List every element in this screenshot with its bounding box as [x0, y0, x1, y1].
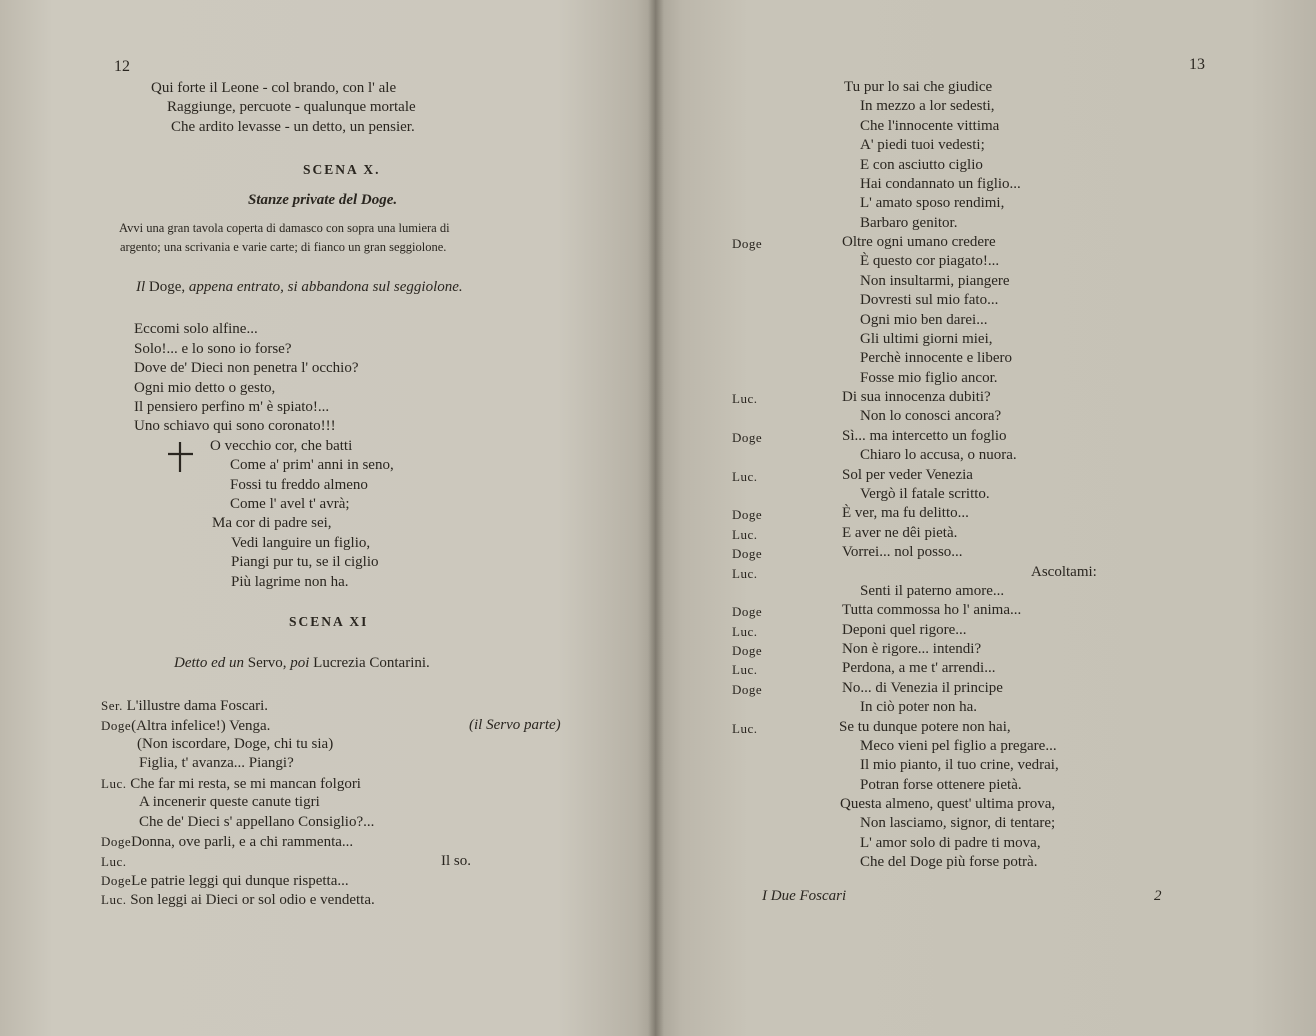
speaker-label: Doge	[732, 236, 763, 251]
verse-line: Vergò il fatale scritto.	[860, 486, 990, 502]
verse-line: Più lagrime non ha.	[231, 574, 349, 590]
verse-line: Ma cor di padre sei,	[212, 515, 332, 531]
speaker-label: Luc.	[732, 721, 758, 736]
speaker-label: Doge	[732, 682, 763, 697]
right-page	[656, 0, 1316, 1036]
verse-line: Eccomi solo alfine...	[134, 321, 258, 337]
verse-line: Uno schiavo qui sono coronato!!!	[134, 418, 336, 434]
signature-mark: 2	[1154, 888, 1162, 904]
speaker-label: Luc.	[732, 566, 758, 581]
verse-line: Non è rigore... intendi?	[842, 641, 982, 657]
verse-line: Sol per veder Venezia	[842, 467, 973, 483]
page-number: 12	[114, 58, 130, 75]
verse-line: Non lo conosci ancora?	[860, 408, 1002, 424]
speaker-label: Doge	[732, 507, 763, 522]
verse-line: Solo!... e lo sono io forse?	[134, 341, 292, 357]
verse-line: Di sua innocenza dubiti?	[842, 389, 991, 405]
scene-heading: SCENA XI	[289, 614, 369, 629]
verse-line: Ogni mio ben darei...	[860, 312, 988, 328]
verse-line: E aver ne dêi pietà.	[842, 525, 958, 541]
verse-line: Il mio pianto, il tuo crine, vedrai,	[860, 757, 1059, 773]
verse-line: Il pensiero perfino m' è spiato!...	[134, 399, 330, 415]
scene-setting: Stanze private del Doge.	[248, 192, 398, 208]
verse-line: Questa almeno, quest' ultima prova,	[840, 796, 1056, 812]
verse-line: Non insultarmi, piangere	[860, 273, 1010, 289]
verse-line: Vorrei... nol posso...	[842, 544, 963, 560]
aside-direction: (il Servo parte)	[469, 717, 561, 733]
verse-line: Come a' prim' anni in seno,	[230, 457, 394, 473]
verse-line: Potran forse ottenere pietà.	[860, 777, 1022, 793]
verse-line: Come l' avel t' avrà;	[230, 496, 350, 512]
verse-line: No... di Venezia il principe	[842, 680, 1003, 696]
verse-line: Tu pur lo sai che giudice	[844, 79, 993, 95]
dialogue-line: DogeLe patrie leggi qui dunque rispetta...	[101, 873, 349, 889]
verse-line: Ogni mio detto o gesto,	[134, 380, 276, 396]
speaker-label: Luc.	[101, 854, 127, 869]
scene-description: argento; una scrivania e varie carte; di fianco un gran seggiolone.	[120, 240, 447, 254]
verse-line: Meco vieni pel figlio a pregare...	[860, 738, 1057, 754]
verse-line: Qui forte il Leone - col brando, con l' ale	[151, 80, 397, 96]
verse-line: Chiaro lo accusa, o nuora.	[860, 447, 1017, 463]
verse-line: Sì... ma intercetto un foglio	[842, 428, 1007, 444]
verse-line: Dovresti sul mio fato...	[860, 292, 999, 308]
verse-line: Barbaro genitor.	[860, 215, 958, 231]
verse-line: Raggiunge, percuote - qualunque mortale	[167, 99, 416, 115]
verse-line: Piangi pur tu, se il ciglio	[231, 554, 379, 570]
scene-heading: SCENA X.	[303, 162, 381, 177]
verse-line: Fosse mio figlio ancor.	[860, 370, 998, 386]
verse-line: È ver, ma fu delitto...	[842, 505, 969, 521]
verse-line: E con asciutto ciglio	[860, 157, 983, 173]
dialogue-line: Figlia, t' avanza... Piangi?	[139, 755, 294, 771]
verse-line: Hai condannato un figlio...	[860, 176, 1021, 192]
dialogue-line: Luc. Son leggi ai Dieci or sol odio e vendetta.	[101, 892, 375, 908]
verse-line: Gli ultimi giorni miei,	[860, 331, 993, 347]
speaker-label: Luc.	[732, 624, 758, 639]
verse-line: L' amor solo di padre ti mova,	[860, 835, 1041, 851]
verse-line: In ciò poter non ha.	[860, 699, 978, 715]
left-page	[0, 0, 656, 1036]
speaker-label: Luc.	[732, 469, 758, 484]
verse-line: Vedi languire un figlio,	[231, 535, 371, 551]
verse-line: Deponi quel rigore...	[842, 622, 967, 638]
verse-line: Che del Doge più forse potrà.	[860, 854, 1038, 870]
verse-line: Fossi tu freddo almeno	[230, 477, 368, 493]
verse-line: Ascoltami:	[1031, 564, 1097, 580]
dialogue-line: A incenerir queste canute tigri	[139, 794, 320, 810]
speaker-label: Doge	[732, 546, 763, 561]
book-gutter	[648, 0, 664, 1036]
cross-mark-icon	[165, 440, 195, 474]
stage-direction: Detto ed un Servo, poi Lucrezia Contarini.	[174, 655, 430, 671]
verse-line: O vecchio cor, che batti	[210, 438, 353, 454]
verse-line: Non lasciamo, signor, di tentare;	[860, 815, 1056, 831]
verse-line: In mezzo a lor sedesti,	[860, 98, 995, 114]
verse-line: Oltre ogni umano credere	[842, 234, 996, 250]
verse-line: Che l'innocente vittima	[860, 118, 1000, 134]
scene-description: Avvi una gran tavola coperta di damasco con sopra una lumiera di	[119, 221, 450, 235]
verse-line: Che ardito levasse - un detto, un pensier.	[171, 119, 415, 135]
speaker-label: Luc.	[732, 662, 758, 677]
speaker-label: Doge	[732, 430, 763, 445]
dialogue-line: (Non iscordare, Doge, chi tu sia)	[137, 736, 334, 752]
speaker-label: Luc.	[732, 527, 758, 542]
stage-direction: Il Doge, appena entrato, si abbandona sul seggiolone.	[136, 279, 463, 295]
speaker-label: Doge	[732, 643, 763, 658]
dialogue-line: Doge(Altra infelice!) Venga.	[101, 718, 271, 734]
verse-line: Tutta commossa ho l' anima...	[842, 602, 1022, 618]
speaker-label: Doge	[732, 604, 763, 619]
verse-line: Perdona, a me t' arrendi...	[842, 660, 996, 676]
speaker-label: Luc.	[732, 391, 758, 406]
dialogue-line: Ser. L'illustre dama Foscari.	[101, 698, 269, 714]
footer-title: I Due Foscari	[762, 888, 847, 904]
dialogue-line: DogeDonna, ove parli, e a chi rammenta...	[101, 834, 354, 850]
page-number: 13	[1189, 56, 1205, 73]
dialogue-line: Che de' Dieci s' appellano Consiglio?...	[139, 814, 375, 830]
verse-line: L' amato sposo rendimi,	[860, 195, 1005, 211]
verse-line: Senti il paterno amore...	[860, 583, 1005, 599]
verse-line: È questo cor piagato!...	[860, 253, 1000, 269]
verse-line: Perchè innocente e libero	[860, 350, 1013, 366]
verse-line: Se tu dunque potere non hai,	[839, 719, 1011, 735]
dialogue-line: Il so.	[441, 853, 471, 869]
dialogue-line: Luc. Che far mi resta, se mi mancan folgori	[101, 776, 361, 792]
verse-line: A' piedi tuoi vedesti;	[860, 137, 985, 153]
verse-line: Dove de' Dieci non penetra l' occhio?	[134, 360, 359, 376]
